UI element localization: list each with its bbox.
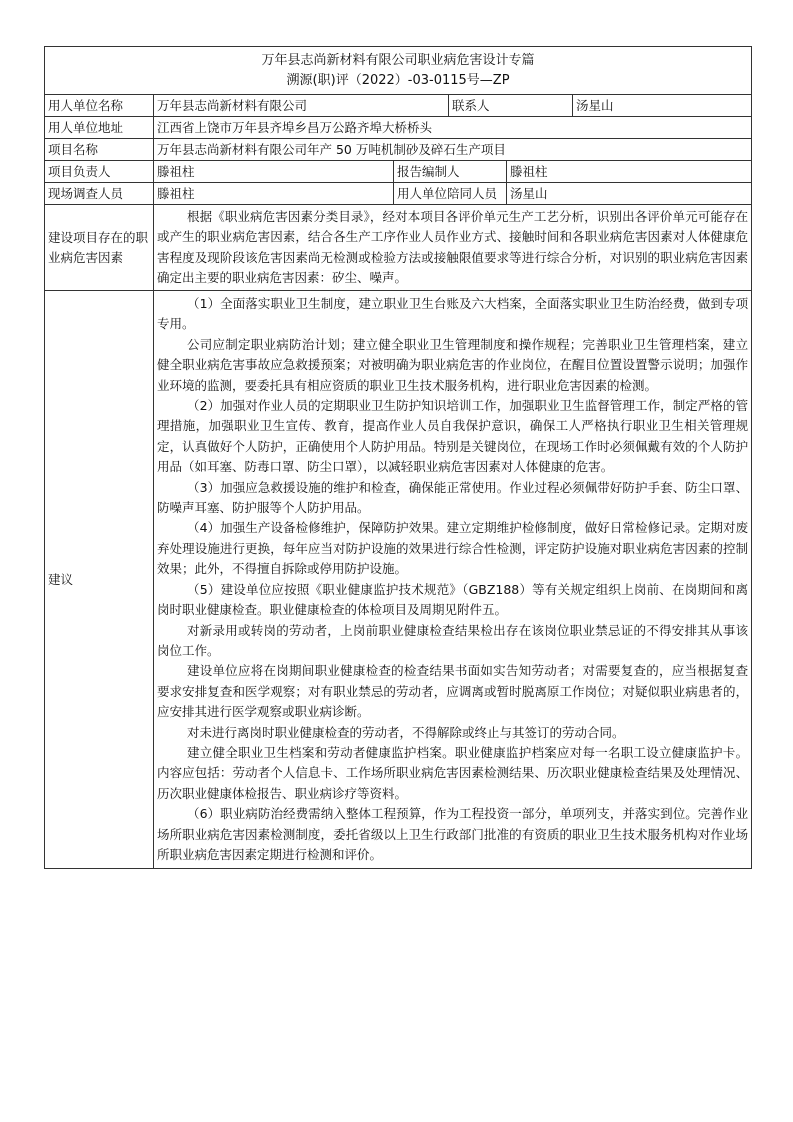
recommendation-paragraph: （3）加强应急救援设施的维护和检查，确保能正常使用。作业过程必须佩带好防护手套、防尘口罩、防噪声耳塞、防护服等个人防护用品。 bbox=[157, 479, 749, 516]
hazard-text: 根据《职业病危害因素分类目录》，经对本项目各评价单元生产工艺分析，识别出各评价单元可能存在或产生的职业病危害因素，结合各生产工序作业人员作业方式、接触时间和各职业病危害因素对人体健康危害程度及现阶段该危害因素尚无检测或检验方法或接触限值要求等进行综合分析，对识别的职业病危害因素确定出主要的职业病危害因素：矽尘、噪声。 bbox=[157, 208, 749, 285]
address-value: 江西省上饶市万年县齐埠乡昌万公路齐埠大桥桥头 bbox=[154, 117, 752, 139]
survey-label: 现场调查人员 bbox=[45, 183, 154, 205]
recommendation-paragraph: （4）加强生产设备检修维护，保障防护效果。建立定期维护检修制度，做好日常检修记录。定期对废弃处理设施进行更换，每年应当对防护设施的效果进行综合性检测，评定防护设施对职业病危害因素的控制效果；此外，不得擅自拆除或停用防护设施。 bbox=[157, 520, 749, 577]
recommendation-paragraph: 公司应制定职业病防治计划；建立健全职业卫生管理制度和操作规程；完善职业卫生管理档案，建立健全职业病危害事故应急救援预案；对被明确为职业病危害的作业岗位，在醒目位置设置警示说明；加强作业环境的监测，要委托具有相应资质的职业卫生技术服务机构，进行职业危害因素的检测。 bbox=[157, 336, 749, 393]
employer-label: 用人单位名称 bbox=[45, 95, 154, 117]
recommendation-paragraph: 建立健全职业卫生档案和劳动者健康监护档案。职业健康监护档案应对每一名职工设立健康监护卡。内容应包括：劳动者个人信息卡、工作场所职业病危害因素检测结果、历次职业健康检查结果及处理情况、历次职业健康体检报告、职业病诊疗等资料。 bbox=[157, 744, 749, 801]
document-title bbox=[45, 47, 752, 95]
report-author-value: 滕祖柱 bbox=[507, 161, 752, 183]
recommendation-paragraph: （2）加强对作业人员的定期职业卫生防护知识培训工作，加强职业卫生监督管理工作，制定严格的管理措施，加强职业卫生宣传、教育，提高作业人员自我保护意识，确保工人严格执行职业卫生相关管理规定，认真做好个人防护，正确使用个人防护用品。特别是关键岗位，在现场工作时必须佩戴有效的个人防护用品（如耳塞、防毒口罩、防尘口罩），以减轻职业病危害因素对人体健康的危害。 bbox=[157, 398, 749, 475]
contact-value: 汤星山 bbox=[573, 95, 752, 117]
recommendation-paragraph: 对未进行离岗时职业健康检查的劳动者，不得解除或终止与其签订的劳动合同。 bbox=[187, 724, 625, 740]
recommendation-paragraph: 对新录用或转岗的劳动者，上岗前职业健康检查结果检出存在该岗位职业禁忌证的不得安排其从事该岗位工作。 bbox=[157, 622, 749, 658]
project-value: 万年县志尚新材料有限公司年产 50 万吨机制砂及碎石生产项目 bbox=[154, 139, 752, 161]
recommendation-paragraph: （6）职业病防治经费需纳入整体工程预算，作为工程投资一部分，单项列支，并落实到位。完善作业场所职业病危害因素检测制度，委托省级以上卫生行政部门批准的有资质的职业卫生技术服务机构对作业场所职业病危害因素定期进行检测和评价。 bbox=[157, 806, 749, 862]
report-author-label: 报告编制人 bbox=[394, 161, 507, 183]
document-sheet bbox=[44, 46, 751, 869]
project-label: 项目名称 bbox=[45, 139, 154, 161]
recommendation-paragraph: 建设单位应将在岗期间职业健康检查的检查结果书面如实告知劳动者；对需要复查的，应当根据复查要求安排复查和医学观察；对有职业禁忌的劳动者，应调离或暂时脱离原工作岗位；对疑似职业病患者的，应安排其进行医学观察或职业病诊断。 bbox=[157, 663, 749, 720]
recommendation-paragraph: （1）全面落实职业卫生制度，建立职业卫生台账及六大档案，全面落实职业卫生防治经费，做到专项专用。 bbox=[157, 296, 749, 332]
hazard-label: 建设项目存在的职业病危害因素 bbox=[45, 205, 154, 291]
title-line-2: 溯源(职)评（2022）-03-0115号—ZP bbox=[286, 73, 510, 88]
leader-label: 项目负责人 bbox=[45, 161, 154, 183]
title-line-1: 万年县志尚新材料有限公司职业病危害设计专篇 bbox=[261, 53, 535, 68]
recommendation-paragraph: （5）建设单位应按照《职业健康监护技术规范》（GBZ188）等有关规定组织上岗前、在岗期间和离岗时职业健康检查。职业健康检查的体检项目及周期见附件五。 bbox=[157, 581, 749, 618]
address-label: 用人单位地址 bbox=[45, 117, 154, 139]
hazard-content bbox=[154, 205, 752, 291]
recommendation-content bbox=[154, 291, 752, 869]
escort-label: 用人单位陪同人员 bbox=[394, 183, 507, 205]
employer-value: 万年县志尚新材料有限公司 bbox=[154, 95, 449, 117]
info-table bbox=[44, 46, 752, 869]
survey-value: 滕祖柱 bbox=[154, 183, 394, 205]
contact-label: 联系人 bbox=[449, 95, 573, 117]
leader-value: 滕祖柱 bbox=[154, 161, 394, 183]
recommendation-label: 建议 bbox=[45, 291, 154, 869]
escort-value: 汤星山 bbox=[507, 183, 752, 205]
